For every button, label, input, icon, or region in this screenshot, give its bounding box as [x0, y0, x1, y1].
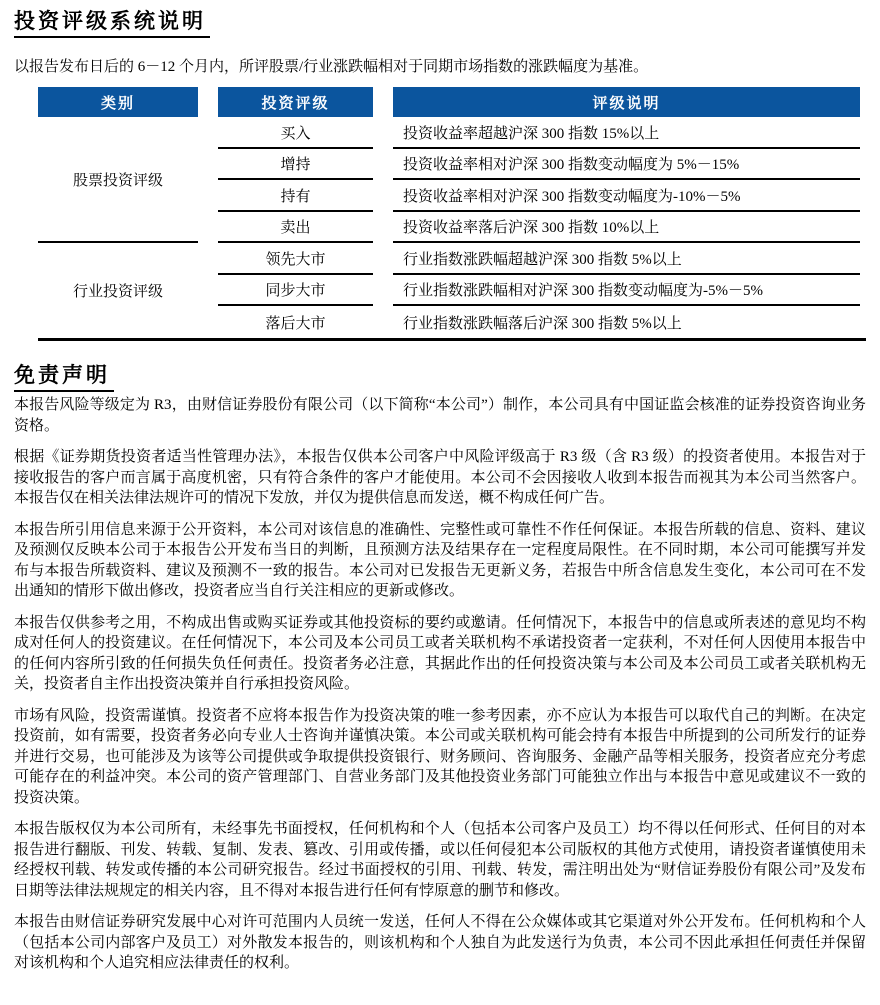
disclaimer-paragraph-reference-only: 本报告仅供参考之用，不构成出售或购买证券或其他投资标的要约或邀请。任何情况下，本报告中的信息或所表述的意见均不构成对任何人的投资建议。在任何情况下，本公司及本公司员工或者关联机构不承诺投资者一定获利，不对任何人因使用本报告中的任何内容所引致的任何损失负任何责任。投资者务必注意，其据此作出的任何投资决策与本公司及本公司员工或者关联机构无关，投资者自主作出投资决策并自行承担投资风险。 — [14, 614, 866, 692]
rating-cell-outperform: 领先大市 — [218, 243, 373, 275]
rating-cell-sell: 卖出 — [218, 212, 373, 244]
rating-cell-hold: 持有 — [218, 180, 373, 212]
disclaimer-paragraph-information-source: 本报告所引用信息来源于公开资料，本公司对该信息的准确性、完整性或可靠性不作任何保证。本报告所载的信息、资料、建议及预测仅反映本公司于本报告公开发布当日的判断，且预测方法及结果存在一定程度局限性。在不同时期，本公司可能撰写并发布与本报告所载资料、建议及预测不一致的报告。本公司对已发报告无更新义务，若报告中所含信息发生变化，本公司可在不发出通知的情形下做出修改，投资者应当自行关注相应的更新或修改。 — [14, 521, 866, 599]
description-cell-sell: 投资收益率落后沪深 300 指数 10%以上 — [393, 212, 860, 244]
description-cell-underperform: 行业指数涨跌幅落后沪深 300 指数 5%以上 — [403, 315, 682, 332]
rating-benchmark-note: 以报告发布日后的 6－12 个月内，所评股票/行业涨跌幅相对于同期市场指数的涨跌幅度为基准。 — [14, 59, 649, 76]
description-cell-buy: 投资收益率超越沪深 300 指数 15%以上 — [393, 117, 860, 149]
table-header-rating: 投资评级 — [218, 87, 373, 117]
category-cell-industry: 行业投资评级 — [72, 284, 163, 300]
rating-system-section — [14, 8, 866, 341]
description-cell-inline: 行业指数涨跌幅相对沪深 300 指数变动幅度为-5%－5% — [393, 275, 860, 307]
disclaimer-title: 免责声明 — [14, 362, 114, 392]
rating-cell-underperform: 落后大市 — [265, 315, 326, 332]
table-header-description: 评级说明 — [393, 87, 860, 117]
disclaimer-paragraph-risk-level: 本报告风险等级定为 R3，由财信证券股份有限公司（以下简称“本公司”）制作，本公司具有中国证监会核准的证券投资咨询业务资格。 — [14, 397, 866, 434]
rating-cell-buy: 买入 — [218, 117, 373, 149]
description-cell-overweight: 投资收益率相对沪深 300 指数变动幅度为 5%－15% — [393, 149, 860, 181]
disclaimer-paragraph-suitability: 根据《证券期货投资者适当性管理办法》，本报告仅供本公司客户中风险评级高于 R3 级（含 R3 级）的投资者使用。本报告对于接收报告的客户而言属于高度机密，只有符合条件的客户才能使用。本公司不会因接收人收到本报告而视其为本公司当然客户。本报告仅在相关法律法规许可的情况下发放，并仅为提供信息而发送，概不构成任何广告。 — [14, 449, 866, 506]
rating-table — [38, 87, 866, 341]
disclaimer-section — [14, 362, 866, 974]
description-cell-hold: 投资收益率相对沪深 300 指数变动幅度为-10%－5% — [393, 180, 860, 212]
disclaimer-paragraph-copyright: 本报告版权仅为本公司所有，未经事先书面授权，任何机构和个人（包括本公司客户及员工）均不得以任何形式、任何目的对本报告进行翻版、刊发、转载、复制、发表、篡改、引用或传播，或以任何侵犯本公司版权的其他方式使用，请投资者谨慎使用未经授权刊载、转发或传播的本公司研究报告。经过书面授权的引用、刊载、转发，需注明出处为“财信证券股份有限公司”及发布日期等法律法规规定的相关内容，且不得对本报告进行任何有悖原意的删节和修改。 — [14, 821, 866, 899]
table-header-category: 类别 — [38, 87, 198, 117]
rating-cell-overweight: 增持 — [218, 149, 373, 181]
category-cell-stock: 股票投资评级 — [38, 117, 198, 243]
rating-section-title: 投资评级系统说明 — [14, 8, 210, 38]
rating-cell-inline: 同步大市 — [218, 275, 373, 307]
disclaimer-paragraph-market-risk: 市场有风险，投资需谨慎。投资者不应将本报告作为投资决策的唯一参考因素，亦不应认为本报告可以取代自己的判断。在决定投资前，如有需要，投资者务必向专业人士咨询并谨慎决策。本公司或关联机构可能会持有本报告中所提到的公司所发行的证券并进行交易，也可能涉及为该等公司提供或争取提供投资银行、财务顾问、咨询服务、金融产品等相关服务，投资者应充分考虑可能存在的利益冲突。本公司的资产管理部门、自营业务部门及其他投资业务部门可能独立作出与本报告中意见或建议不一致的投资决策。 — [14, 707, 866, 806]
disclaimer-paragraph-distribution: 本报告由财信证券研究发展中心对许可范围内人员统一发送，任何人不得在公众媒体或其它渠道对外公开发布。任何机构和个人（包括本公司内部客户及员工）对外散发本报告的，则该机构和个人独自为此发送行为负责，本公司不因此承担任何责任并保留对该机构和个人追究相应法律责任的权利。 — [14, 914, 866, 971]
description-cell-outperform: 行业指数涨跌幅超越沪深 300 指数 5%以上 — [393, 243, 860, 275]
